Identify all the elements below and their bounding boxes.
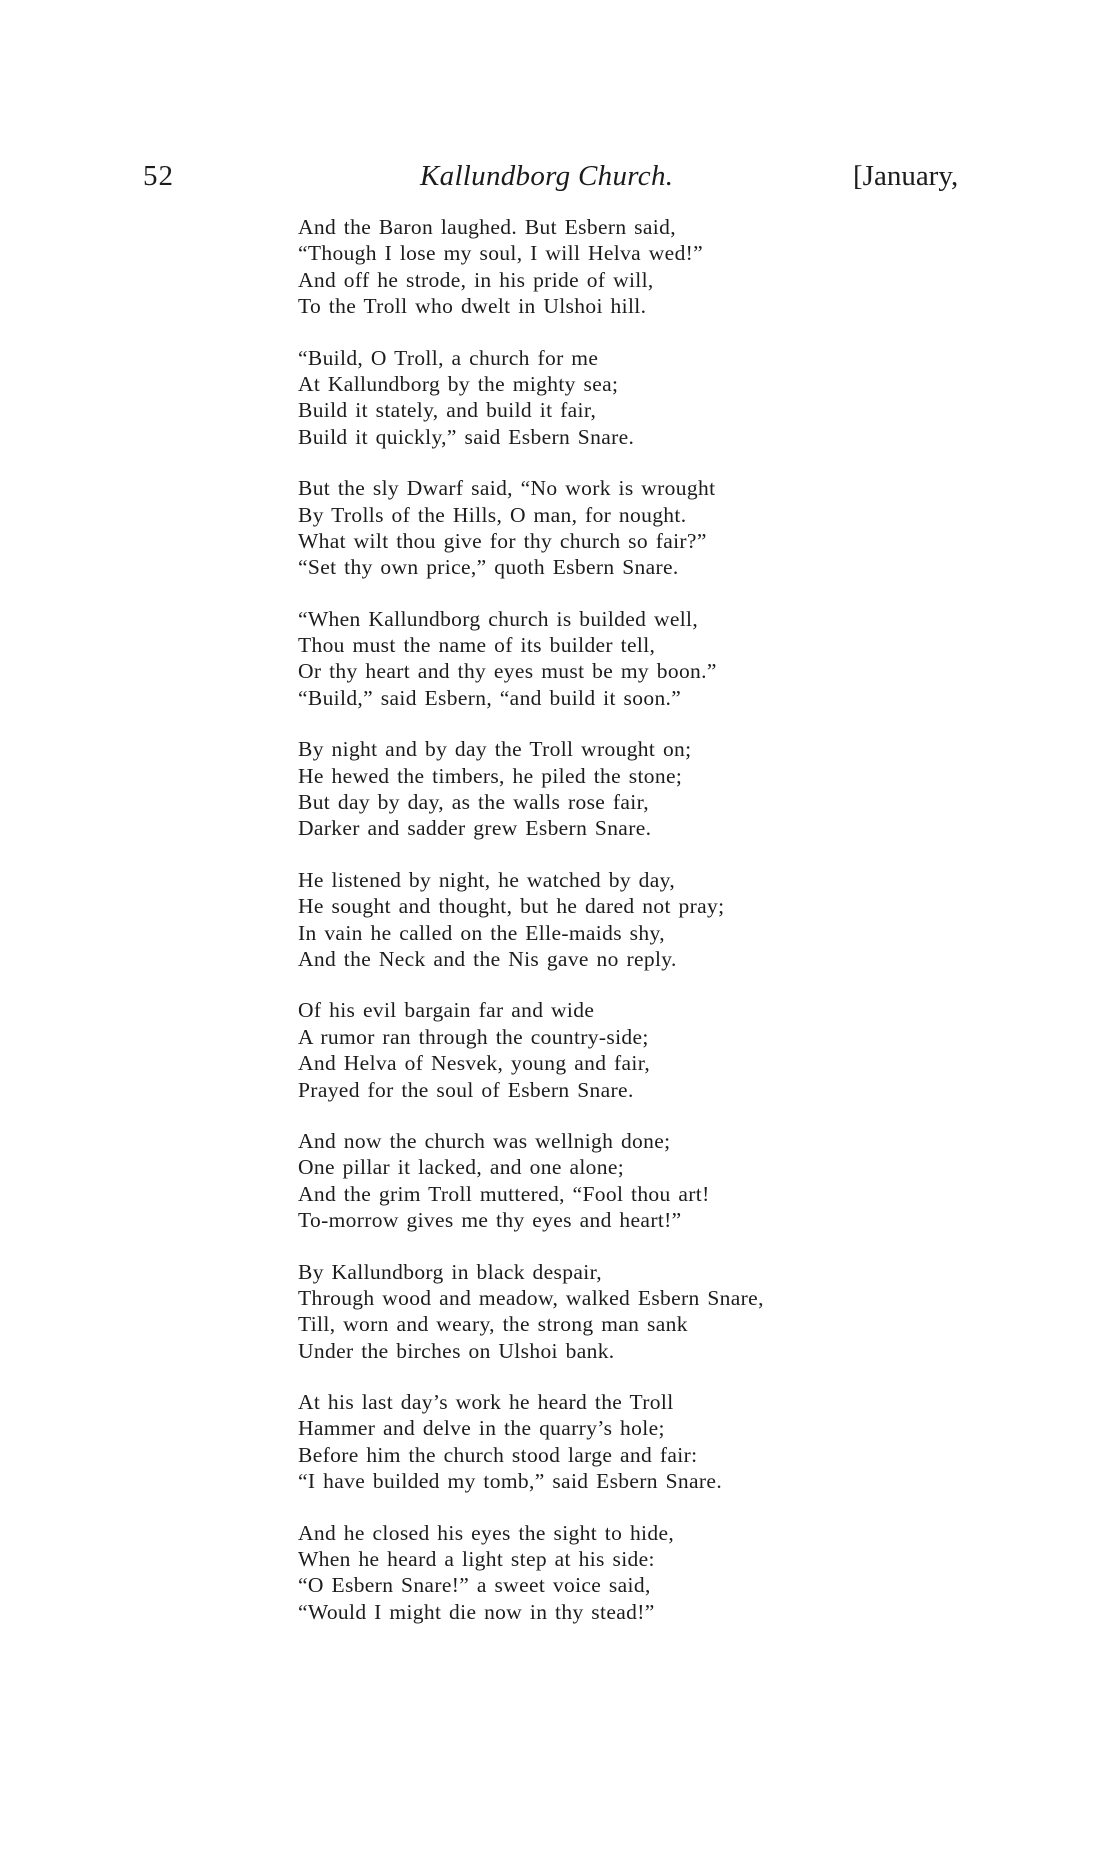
running-head [0,156,1096,196]
stanza [298,1259,858,1365]
poem-line: “Would I might die now in thy stead!” [298,1599,655,1624]
poem-line: A rumor ran through the country-side; [298,1024,649,1049]
poem-line: Build it stately, and build it fair, [298,398,597,423]
poem-line: Hammer and delve in the quarry’s hole; [298,1416,665,1441]
poem-line: At his last day’s work he heard the Troll [298,1390,674,1415]
poem-line: Of his evil bargain far and wide [298,998,595,1023]
poem-line: At Kallundborg by the mighty sea; [298,371,619,396]
poem-line: Or thy heart and thy eyes must be my boon.” [298,659,717,684]
poem-line: Through wood and meadow, walked Esbern Snare, [298,1285,764,1310]
poem-line: He sought and thought, but he dared not pray; [298,894,725,919]
poem-line: By night and by day the Troll wrought on; [298,737,692,762]
poem-line: “Build,” said Esbern, “and build it soon.” [298,685,682,710]
poem-body [298,214,858,1650]
poem-line: What wilt thou give for thy church so fair?” [298,528,707,553]
poem-line: “I have builded my tomb,” said Esbern Snare. [298,1469,723,1494]
poem-line: To-morrow gives me thy eyes and heart!” [298,1208,682,1233]
poem-line: In vain he called on the Elle-maids shy, [298,920,665,945]
poem-line: “Set thy own price,” quoth Esbern Snare. [298,555,679,580]
poem-line: And now the church was wellnigh done; [298,1128,671,1153]
poem-line: But the sly Dwarf said, “No work is wrought [298,476,716,501]
running-date: [January, [853,160,959,192]
stanza [298,345,858,451]
stanza [298,867,858,973]
poem-line: Under the birches on Ulshoi bank. [298,1338,615,1363]
poem-line: To the Troll who dwelt in Ulshoi hill. [298,294,647,319]
poem-line: Build it quickly,” said Esbern Snare. [298,424,635,449]
poem-line: Darker and sadder grew Esbern Snare. [298,816,652,841]
stanza [298,997,858,1103]
page-number: 52 [143,160,174,192]
poem-line: “O Esbern Snare!” a sweet voice said, [298,1573,651,1598]
poem-line: “When Kallundborg church is builded well, [298,606,699,631]
poem-line: And off he strode, in his pride of will, [298,267,654,292]
running-title: Kallundborg Church. [420,160,674,192]
stanza [298,1389,858,1495]
stanza [298,736,858,842]
poem-line: And Helva of Nesvek, young and fair, [298,1051,651,1076]
poem-line: And the grim Troll muttered, “Fool thou art! [298,1181,710,1206]
poem-line: When he heard a light step at his side: [298,1547,655,1572]
stanza [298,475,858,581]
poem-line: One pillar it lacked, and one alone; [298,1155,625,1180]
poem-line: And the Baron laughed. But Esbern said, [298,215,676,239]
poem-line: “Build, O Troll, a church for me [298,345,599,370]
poem-line: “Though I lose my soul, I will Helva wed!” [298,241,704,266]
poem-line: Till, worn and weary, the strong man sank [298,1312,688,1337]
stanza [298,1520,858,1626]
poem-line: By Trolls of the Hills, O man, for nought. [298,502,687,527]
poem-line: And the Neck and the Nis gave no reply. [298,946,677,971]
poem-line: Prayed for the soul of Esbern Snare. [298,1077,634,1102]
stanza [298,606,858,712]
stanza [298,214,858,320]
poem-line: He listened by night, he watched by day, [298,867,676,892]
poem-line: By Kallundborg in black despair, [298,1259,602,1284]
poem-line: But day by day, as the walls rose fair, [298,790,650,815]
poem-line: Before him the church stood large and fair: [298,1442,698,1467]
poem-line: And he closed his eyes the sight to hide, [298,1520,675,1545]
poem-line: He hewed the timbers, he piled the stone; [298,763,683,788]
stanza [298,1128,858,1234]
poem-line: Thou must the name of its builder tell, [298,633,656,658]
